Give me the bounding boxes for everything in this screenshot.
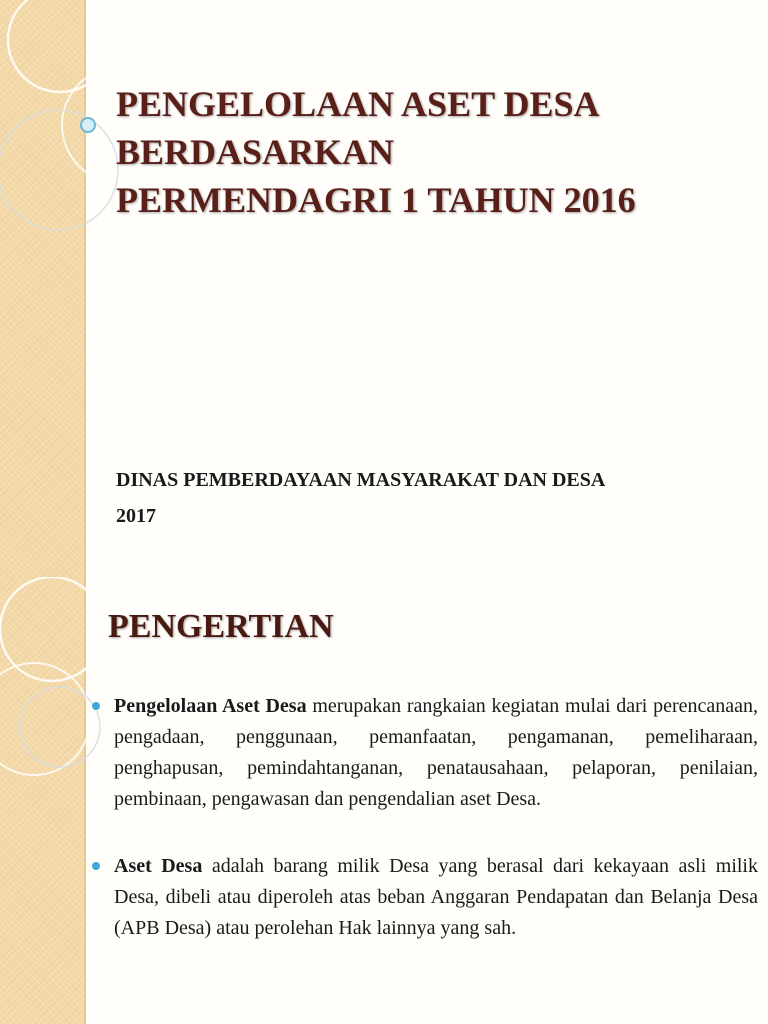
bullet-dot-icon	[92, 702, 100, 710]
definition-term: Aset Desa	[114, 855, 203, 877]
decorative-ring	[20, 687, 100, 767]
definition-text: merupakan rangkaian kegiatan mulai dari perencanaan, pengadaan, penggunaan, pemanfaatan, pengamanan, pemeliharaan, penghapusan, pemindahtanganan, penatausahaan, pelaporan, penilaian, pembinaan, pengawasan dan pengendalian aset Desa.	[114, 695, 758, 810]
slide-title	[116, 80, 756, 224]
definition-term: Pengelolaan Aset Desa	[114, 695, 307, 717]
slide-title-line: PERMENDAGRI 1 TAHUN 2016	[116, 180, 636, 220]
slide-subtitle	[116, 462, 756, 534]
subtitle-organization: DINAS PEMBERDAYAAN MASYARAKAT DAN DESA	[116, 469, 606, 491]
slide-heading: PENGERTIAN	[108, 608, 334, 645]
content-slide	[0, 577, 768, 1024]
definition-text: adalah barang milik Desa yang berasal dari kekayaan asli milik Desa, dibeli atau diperoleh atas beban Anggaran Pendapatan dan Belanja Desa (APB Desa) atau perolehan Hak lainnya yang sah.	[114, 855, 758, 939]
list-item	[92, 691, 758, 815]
definition-list	[92, 691, 758, 944]
decorative-ring	[0, 110, 118, 230]
slide-title-line: BERDASARKAN	[116, 132, 395, 172]
list-item	[92, 851, 758, 944]
slide-title-line: PENGELOLAAN ASET DESA	[116, 84, 600, 124]
bullet-dot-icon	[92, 862, 100, 870]
subtitle-year: 2017	[116, 505, 156, 527]
decorative-bead	[81, 118, 95, 132]
decorative-ring	[8, 0, 112, 92]
